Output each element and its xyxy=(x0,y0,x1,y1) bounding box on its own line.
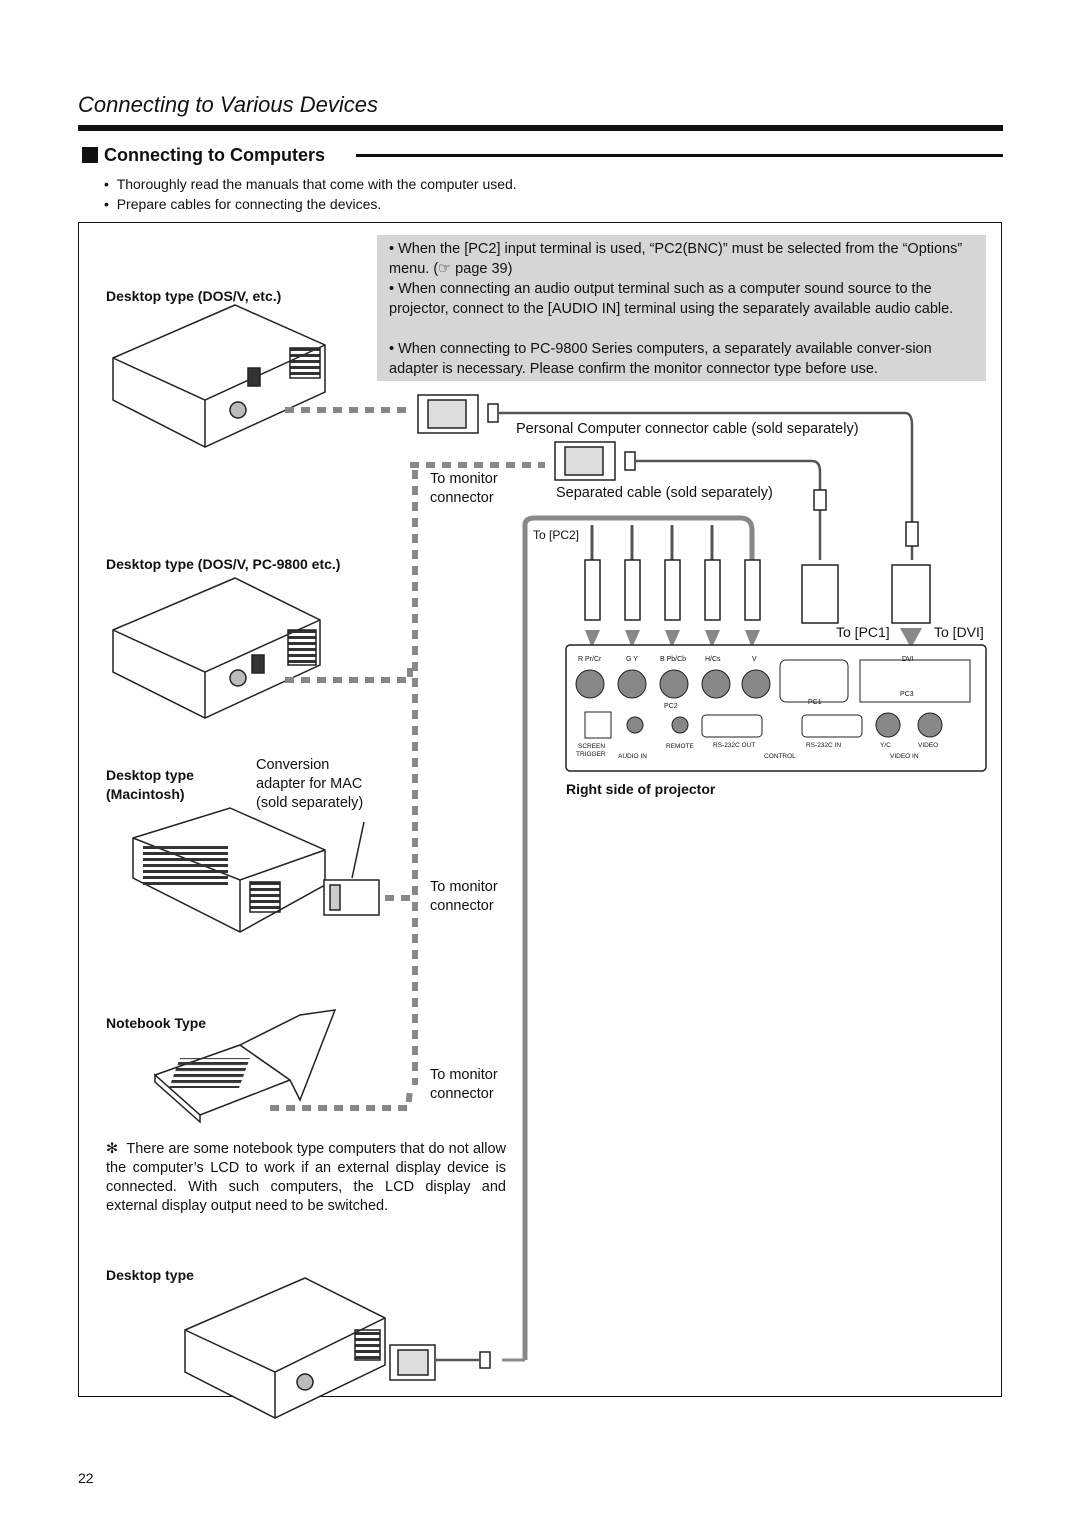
desktop-computer-icon xyxy=(113,305,325,447)
port-label: VIDEO IN xyxy=(890,753,919,760)
footnote-text: There are some notebook type computers that do not allow the computer’s LCD to work if an external display device is connected. With such computers, the LCD display and external display output need to be switched. xyxy=(106,1141,506,1214)
vga-connector-icon xyxy=(418,395,912,520)
dvi-connector-icon xyxy=(892,520,930,623)
bnc-connector-icon xyxy=(585,525,760,620)
port-label: DVI xyxy=(902,656,914,663)
intro-bullet-text: Thoroughly read the manuals that come with the computer used. xyxy=(116,176,517,192)
page-number: 22 xyxy=(78,1470,94,1486)
to-monitor-label: To monitor xyxy=(430,1067,498,1083)
to-monitor-label: connector xyxy=(430,1086,494,1102)
port-label: B Pb/Cb xyxy=(660,656,687,663)
note-item: • When the [PC2] input terminal is used, “PC2(BNC)” must be selected from the “Options” menu. (☞ page 39) xyxy=(389,241,963,277)
macintosh-computer-icon xyxy=(133,808,325,932)
intro-bullet-text: Prepare cables for connecting the devices. xyxy=(116,196,382,212)
label-notebook: Notebook Type xyxy=(106,1015,207,1031)
projector-caption: Right side of projector xyxy=(566,781,716,797)
port-label: V xyxy=(752,656,757,663)
vga-connector-icon xyxy=(802,485,838,623)
label-desktop-bottom: Desktop type xyxy=(106,1267,194,1283)
separated-cable-label: Separated cable (sold separately) xyxy=(556,485,773,501)
vga-connector-icon xyxy=(390,1345,490,1380)
port-label: PC1 xyxy=(808,699,822,706)
note-text: When connecting an audio output terminal such as a computer sound source to the projector, connect to the [AUDIO IN] terminal using the separately available audio cable. xyxy=(389,281,954,317)
port-label: AUDIO IN xyxy=(618,753,647,760)
port-label: PC2 xyxy=(664,703,678,710)
port-label: G Y xyxy=(626,656,638,663)
port-label: SCREEN xyxy=(578,743,606,750)
port-label: RS-232C OUT xyxy=(713,742,756,749)
section-title: Connecting to Computers xyxy=(104,145,325,165)
to-monitor-label: connector xyxy=(430,898,494,914)
running-title: Connecting to Various Devices xyxy=(78,92,379,117)
desktop-computer-icon xyxy=(185,1278,385,1418)
note-item: • When connecting an audio output terminal such as a computer sound source to the projector, connect to the [AUDIO IN] terminal using the separately available audio cable. xyxy=(389,281,954,317)
conversion-label: adapter for MAC xyxy=(256,776,363,792)
port-label: CONTROL xyxy=(764,753,796,760)
port-label: RS-232C IN xyxy=(806,742,842,749)
note-item: • When connecting to PC-9800 Series computers, a separately available conver-sion adapter is necessary. Please confirm the monitor connector type before use. xyxy=(389,341,932,377)
vga-connector-icon xyxy=(555,442,820,485)
port-label: TRIGGER xyxy=(576,751,606,758)
port-label: Y/C xyxy=(880,742,891,749)
to-monitor-label: To monitor xyxy=(430,471,498,487)
note-text: When the [PC2] input terminal is used, “PC2(BNC)” must be selected from the “Options” menu. (☞ page 39) xyxy=(389,241,963,277)
to-monitor-label: To monitor xyxy=(430,879,498,895)
port-label: REMOTE xyxy=(666,743,694,750)
connection-path xyxy=(270,410,545,1108)
to-monitor-label: connector xyxy=(430,490,494,506)
conversion-label: (sold separately) xyxy=(256,795,364,811)
port-label: R Pr/Cr xyxy=(578,656,602,663)
to-dvi-label: To [DVI] xyxy=(934,624,984,640)
label-macintosh: (Macintosh) xyxy=(106,786,185,802)
port-label: VIDEO xyxy=(918,742,939,749)
conversion-label: Conversion xyxy=(256,757,330,773)
port-label: H/Cs xyxy=(705,656,721,663)
desktop-computer-icon xyxy=(113,578,320,718)
to-pc1-label: To [PC1] xyxy=(836,624,890,640)
label-desktop-pc9800: Desktop type (DOS/V, PC-9800 etc.) xyxy=(106,556,341,572)
footnote-mark-icon: ✻ xyxy=(106,1141,119,1157)
pc-cable-label: Personal Computer connector cable (sold separately) xyxy=(516,421,859,437)
mac-adapter-icon xyxy=(324,822,379,915)
label-desktop-mac: Desktop type xyxy=(106,767,194,783)
note-text: When connecting to PC-9800 Series computers, a separately available conver-sion adapter is necessary. Please confirm the monitor connector type before use. xyxy=(389,341,932,377)
label-desktop-dos: Desktop type (DOS/V, etc.) xyxy=(106,288,282,304)
to-pc2-label: To [PC2] xyxy=(533,528,580,542)
port-label: PC3 xyxy=(900,691,914,698)
intro-bullet: • Thoroughly read the manuals that come with the computer used. xyxy=(104,176,517,192)
intro-bullet: • Prepare cables for connecting the devices. xyxy=(104,196,382,212)
